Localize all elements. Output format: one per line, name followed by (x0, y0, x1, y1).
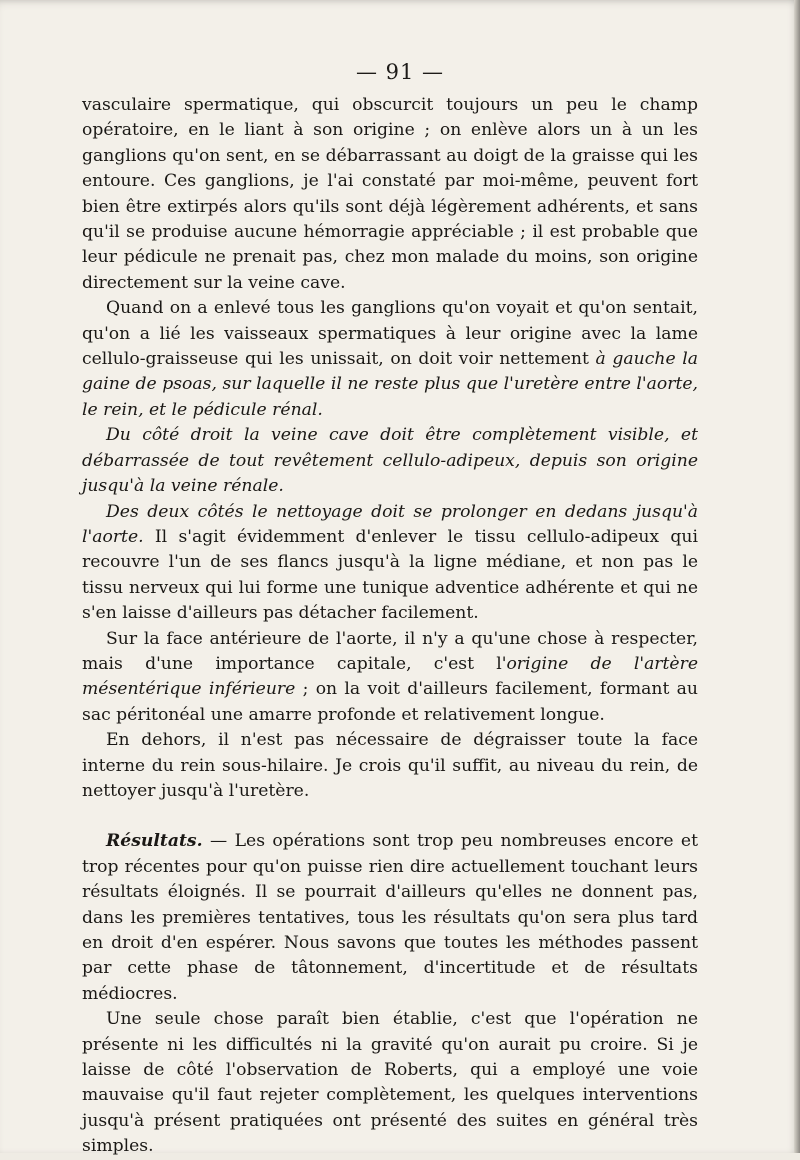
paragraph-2-italic: à gauche la gaine de psoas, sur laquelle il ne reste plus que l'uretère entre l'aorte, le rein, et le pédicule rénal. (82, 349, 699, 420)
paragraph-5-italic: origine de l'artère mésentérique inférieure (82, 653, 698, 700)
paragraph-1: vasculaire spermatique, qui obscurcit toujours un peu le champ opératoire, en le liant à son origine ; on enlève alors un à un les ganglions qu'on sent, en se débarrassant au doigt de la graisse qui les entoure. Ces ganglions, je l'ai constaté par moi-même, peuvent fort bien être extirpés alors qu'ils sont déjà légèrement adhérents, et sans qu'il se produise aucune hémorragie appréciable ; il est probable que leur pédicule ne prenait pas, chez mon malade du moins, son origine directement sur la veine cave. (82, 95, 698, 293)
paragraph-5 (82, 627, 698, 729)
paragraph-3 (82, 423, 698, 499)
page-edge-shadow (794, 0, 800, 1153)
paragraph-7-text: — Les opérations sont trop peu nombreuses encore et trop récentes pour qu'on puisse rien dire actuellement touchant leurs résultats éloignés. Il se pourrait d'ailleurs qu'elles ne donnent pas, dans les premières tentatives, tous les résultats qu'on sera plus tard en droit d'en espérer. Nous savons que toutes les méthodes passent par cette phase de tâtonnement, d'incertitude et de résultats médiocres. (82, 831, 698, 1004)
paragraph-5-after: ; on la voit d'ailleurs facilement, formant au sac péritonéal une amarre profonde et relativement longue. (82, 679, 698, 725)
paragraph-4-text: Il s'agit évidemment d'enlever le tissu cellulo-adipeux qui recouvre l'un de ses flancs jusqu'à la ligne médiane, et non pas le tissu nerveux qui lui forme une tunique adventice adhérente et qui ne s'en laisse d'ailleurs pas détacher facilement. (82, 526, 698, 624)
page-number: — 91 — (355, 60, 445, 84)
paragraph-6: En dehors, il n'est pas nécessaire de dégraisser toute la face interne du rein sous-hilaire. Je crois qu'il suffit, au niveau du rein, de nettoyer jusqu'à l'uretère. (82, 730, 698, 801)
paragraph-2-text: Quand on a enlevé tous les ganglions qu'on voyait et qu'on sentait, qu'on a lié les vaisseaux spermatiques à leur origine avec la lame cellulo-graisseuse qui les unissait, on doit voir nettement (82, 298, 698, 370)
paragraph-7 (82, 829, 698, 1007)
paragraph-3-italic: Du côté droit la veine cave doit être complètement visible, et débarrassée de tout revêtement cellulo-adipeux, depuis son origine jusqu'à la veine rénale. (82, 425, 698, 497)
body-text (82, 93, 698, 1160)
section-runin-heading: Résultats. (106, 831, 203, 852)
paragraph-4 (82, 500, 698, 627)
paragraph-2 (82, 296, 698, 423)
paragraph-5-before: Sur la face antérieure de l'aorte, il n'y a qu'une chose à respecter, mais d'une importance capitale, c'est l' (82, 628, 698, 674)
paragraph-4-italic: Des deux côtés le nettoyage doit se prolonger en dedans jusqu'à l'aorte. (82, 501, 698, 547)
paragraph-8: Une seule chose paraît bien établie, c'est que l'opération ne présente ni les difficultés ni la gravité qu'on aurait pu croire. Si je laisse de côté l'observation de Roberts, qui a employé une voie mauvaise qu'il faut rejeter complètement, les quelques interventions jusqu'à présent pratiquées ont présenté des suites en général très simples. (82, 1009, 698, 1157)
